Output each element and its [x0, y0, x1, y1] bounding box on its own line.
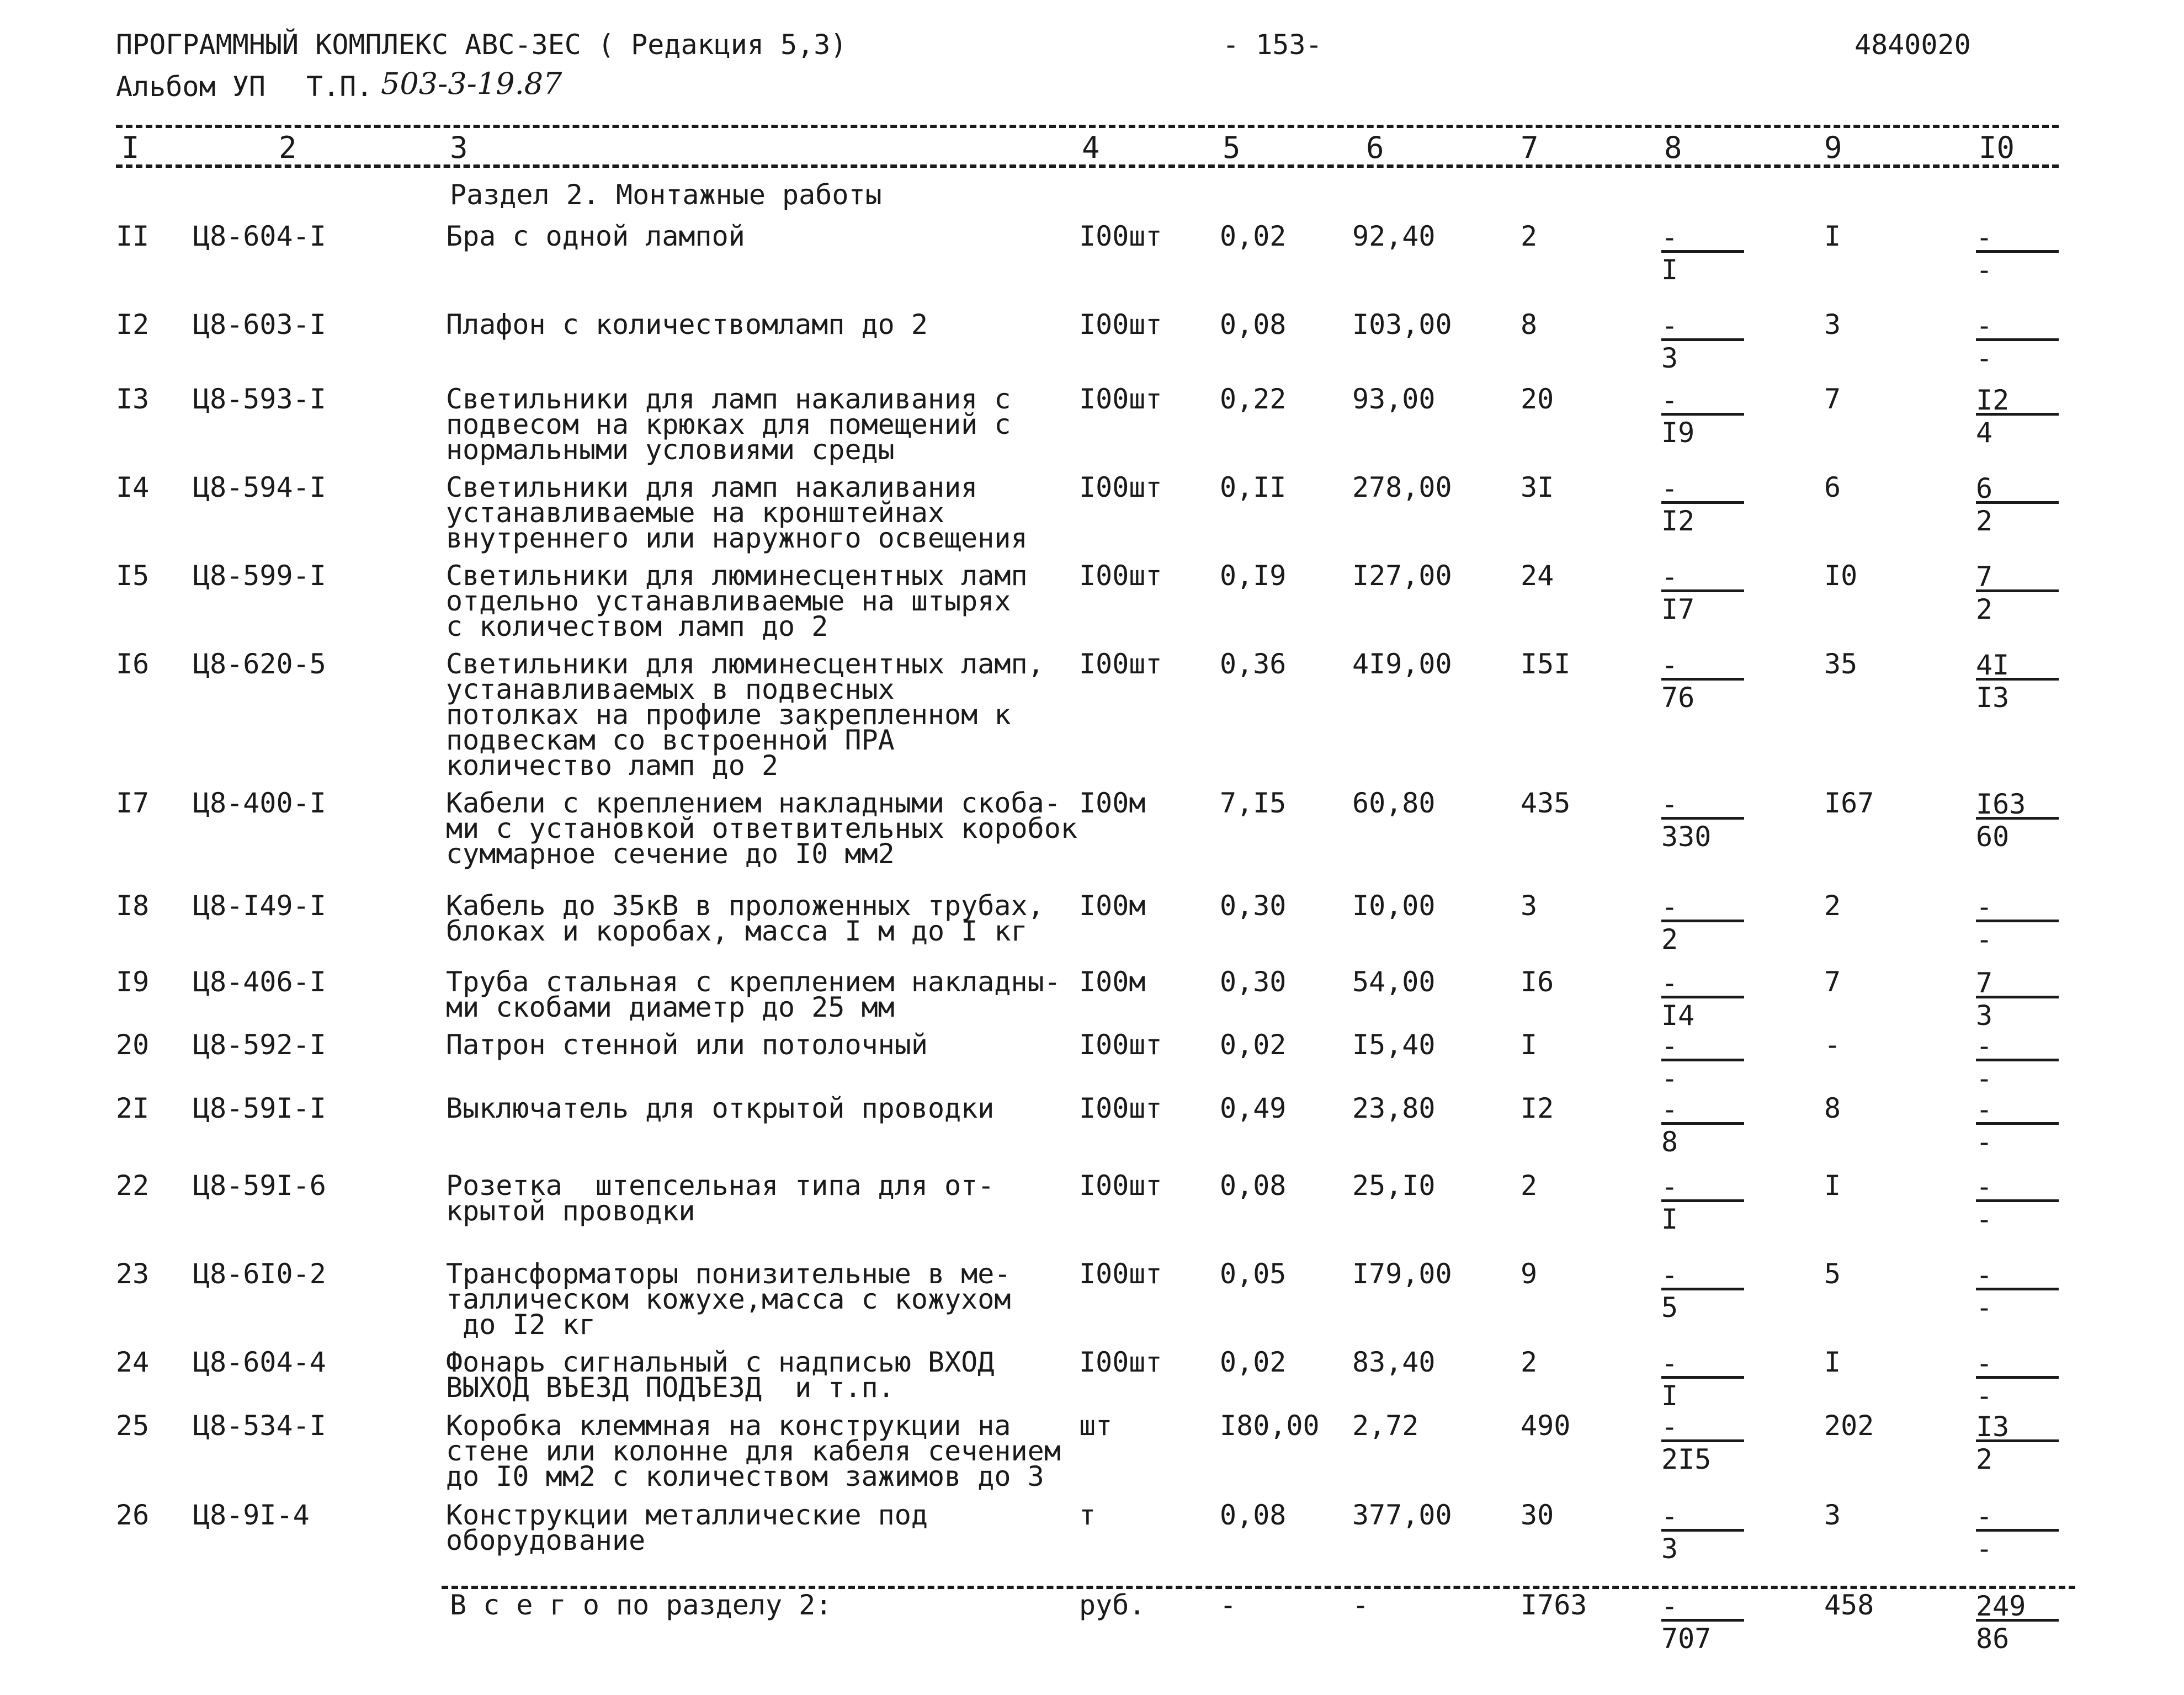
rate-code: Ц8-592-I [193, 1029, 326, 1061]
page-number: - 153- [1223, 29, 1322, 61]
column-header: I [121, 130, 140, 165]
rate-code: Ц8-406-I [193, 966, 326, 998]
col10-fraction-numerator: - [1976, 312, 2059, 341]
work-description: Розетка штепсельная типа для от- крытой проводки [446, 1170, 995, 1227]
col10-fraction [1976, 312, 2059, 372]
col10-fraction [1976, 967, 2059, 1032]
row-number: I2 [116, 309, 150, 341]
col10-fraction-denominator: 2 [1976, 1443, 1993, 1475]
col8-fraction-denominator: 3 [1661, 342, 1678, 374]
unit-price: 83,40 [1352, 1346, 1436, 1378]
rate-code: Ц8-534-I [193, 1410, 326, 1442]
column-header: 2 [279, 130, 297, 165]
row-number: 20 [116, 1029, 150, 1061]
unit: т [1079, 1499, 1096, 1531]
total-col10-fraction-numerator: 249 [1976, 1592, 2059, 1622]
work-description: Труба стальная с креплением накладны- ми скобами диаметр до 25 мм [446, 966, 1061, 1023]
col9-value: 3 [1824, 309, 1841, 341]
col9-value: 6 [1824, 471, 1841, 503]
rate-code: Ц8-9I-4 [193, 1499, 310, 1531]
total-unit: руб. [1079, 1589, 1146, 1621]
col10-fraction-numerator: I2 [1976, 386, 2059, 416]
col10-fraction-denominator: - [1976, 1380, 1993, 1412]
total-cost: 3 [1521, 890, 1538, 922]
row-number: I6 [116, 648, 150, 680]
unit: I00м [1079, 787, 1146, 819]
unit-price: 92,40 [1352, 220, 1436, 252]
col8-fraction-denominator: - [1661, 1062, 1678, 1094]
row-number: 24 [116, 1346, 150, 1378]
work-description: Плафон с количествомламп до 2 [446, 309, 928, 341]
quantity: 0,02 [1220, 1346, 1287, 1378]
rate-code: Ц8-6I0-2 [193, 1258, 326, 1290]
unit-price: 25,I0 [1352, 1170, 1436, 1202]
col10-fraction [1976, 1259, 2059, 1324]
col8-fraction-numerator: - [1661, 1261, 1744, 1290]
header-rule-bottom [116, 164, 2059, 168]
total-cost: I6 [1521, 966, 1554, 998]
quantity: 0,I9 [1220, 560, 1287, 592]
quantity: 0,02 [1220, 220, 1287, 252]
rate-code: Ц8-400-I [193, 787, 326, 819]
col8-fraction [1661, 1173, 1744, 1233]
rate-code: Ц8-620-5 [193, 648, 326, 680]
work-description: Коробка клеммная на конструкции на стене или колонне для кабеля сечением до I0 мм2 с количеством зажимов до 3 [446, 1410, 1061, 1492]
col9-value: 8 [1824, 1092, 1841, 1124]
quantity: 0,22 [1220, 383, 1287, 415]
total-cost: 2 [1521, 220, 1538, 252]
work-description: Бра с одной лампой [446, 220, 745, 252]
quantity: 0,30 [1220, 890, 1287, 922]
unit-price: I5,40 [1352, 1029, 1436, 1061]
col8-fraction [1661, 1349, 1744, 1410]
rate-code: Ц8-59I-6 [193, 1170, 326, 1202]
quantity: 0,08 [1220, 309, 1287, 341]
col8-fraction-numerator: - [1661, 224, 1744, 253]
rate-code: Ц8-604-4 [193, 1346, 326, 1378]
row-number: 25 [116, 1410, 150, 1442]
total-cost: 2 [1521, 1170, 1538, 1202]
col9-value: 7 [1824, 966, 1841, 998]
col10-fraction-numerator: - [1976, 1261, 2059, 1290]
column-header: 6 [1366, 130, 1384, 165]
column-header: 3 [450, 130, 468, 165]
column-header: I0 [1979, 130, 2015, 165]
unit-price: I0,00 [1352, 890, 1436, 922]
col10-fraction-numerator: - [1976, 1349, 2059, 1379]
total-cost: 24 [1521, 560, 1554, 592]
unit-price: 93,00 [1352, 383, 1436, 415]
total-col9-value: 458 [1824, 1589, 1874, 1621]
unit-price: 278,00 [1352, 471, 1452, 503]
section-title: Раздел 2. Монтажные работы [450, 179, 882, 211]
work-description: Трансформаторы понизительные в ме- таллическом кожухе,масса с кожухом до I2 кг [446, 1258, 1011, 1341]
rate-code: Ц8-594-I [193, 471, 326, 503]
col8-fraction-numerator: - [1661, 1096, 1744, 1125]
unit: шт [1079, 1410, 1113, 1442]
quantity: 0,30 [1220, 966, 1287, 998]
col8-fraction-denominator: 2 [1661, 923, 1678, 955]
work-description: Патрон стенной или потолочный [446, 1029, 928, 1061]
rate-code: Ц8-603-I [193, 309, 326, 341]
total-cost: 20 [1521, 383, 1554, 415]
work-description: Кабели с креплением накладными скоба- ми с установкой ответвительных коробок суммарное сечение до I0 мм2 [446, 787, 1077, 870]
col10-fraction-denominator: - [1976, 1062, 1993, 1094]
col8-fraction-numerator: - [1661, 475, 1744, 504]
work-description: Кабель до 35кВ в проложенных трубах, блоках и коробах, масса I м до I кг [446, 890, 1044, 947]
total-cost: I763 [1521, 1589, 1587, 1621]
col10-fraction-denominator: - [1976, 254, 1993, 286]
row-number: 23 [116, 1258, 150, 1290]
unit-price: 60,80 [1352, 787, 1436, 819]
col8-fraction [1661, 967, 1744, 1032]
tp-label: Т.П. [306, 71, 373, 103]
total-cost: 8 [1521, 309, 1538, 341]
quantity: 7,I5 [1220, 787, 1287, 819]
total-col10-fraction-denominator: 86 [1976, 1623, 2010, 1655]
rate-code: Ц8-599-I [193, 560, 326, 592]
col10-fraction-denominator: 3 [1976, 1000, 1993, 1032]
quantity: 0,II [1220, 471, 1287, 503]
col8-fraction-denominator: I [1661, 1380, 1678, 1412]
rate-code: Ц8-59I-I [193, 1092, 326, 1124]
quantity: 0,49 [1220, 1092, 1287, 1124]
total-cost: 435 [1521, 787, 1571, 819]
total-col8-fraction-numerator: - [1661, 1592, 1744, 1622]
col10-fraction-numerator: - [1976, 224, 2059, 253]
unit-price: 2,72 [1352, 1410, 1419, 1442]
col10-fraction [1976, 1349, 2059, 1410]
total-cost: 2 [1521, 1346, 1538, 1378]
col10-fraction [1976, 563, 2059, 623]
unit-price: 4I9,00 [1352, 648, 1452, 680]
col10-fraction [1976, 1413, 2059, 1473]
col9-value: 3 [1824, 1499, 1841, 1531]
col10-fraction [1976, 1032, 2059, 1092]
unit: I00шт [1079, 648, 1162, 680]
column-header: 4 [1082, 130, 1100, 165]
col8-fraction-denominator: I2 [1661, 505, 1695, 537]
col9-value: - [1824, 1029, 1841, 1061]
col10-fraction-numerator: I63 [1976, 790, 2059, 820]
total-col8-fraction [1661, 1592, 1744, 1653]
col10-fraction-denominator: - [1976, 342, 1993, 374]
unit: I00шт [1079, 309, 1162, 341]
col10-fraction [1976, 649, 2059, 714]
work-description: Светильники для люминесцентных ламп отдельно устанавливаемые на штырях с количеством ламп до 2 [446, 560, 1028, 642]
col8-fraction-denominator: I9 [1661, 417, 1695, 449]
unit-price: I27,00 [1352, 560, 1452, 592]
col9-value: I67 [1824, 787, 1874, 819]
col10-fraction-denominator: - [1976, 923, 1993, 955]
col10-fraction [1976, 1502, 2059, 1563]
program-title: ПРОГРАММНЫЙ КОМПЛЕКС АВС-ЗЕС ( Редакция 5,3) [116, 29, 847, 61]
col8-fraction [1661, 221, 1744, 286]
work-description: Светильники для ламп накаливания с подвесом на крюках для помещений с нормальными условиями среды [446, 383, 1011, 466]
row-number: I3 [116, 383, 150, 415]
row-number: I4 [116, 471, 150, 503]
album-label: Альбом УП [116, 71, 265, 103]
col10-fraction [1976, 472, 2059, 537]
unit-price: 377,00 [1352, 1499, 1452, 1531]
col8-fraction-denominator: I7 [1661, 593, 1695, 625]
row-number: I9 [116, 966, 150, 998]
total-cost: 490 [1521, 1410, 1571, 1442]
col8-fraction-numerator: - [1661, 969, 1744, 998]
column-header: 9 [1824, 130, 1842, 165]
col8-fraction-numerator: - [1661, 1173, 1744, 1202]
unit: I00шт [1079, 471, 1162, 503]
rate-code: Ц8-604-I [193, 220, 326, 252]
quantity: 0,08 [1220, 1170, 1287, 1202]
quantity: 0,02 [1220, 1029, 1287, 1061]
column-header: 7 [1521, 130, 1539, 165]
col10-fraction [1976, 893, 2059, 953]
col8-fraction-numerator: - [1661, 386, 1744, 416]
work-description: Светильники для люминесцентных ламп, устанавливаемых в подвесных потолках на профиле закрепленном к подвескам со встроенной ПРА количество ламп до 2 [446, 648, 1044, 782]
col8-fraction [1661, 1093, 1744, 1158]
col10-fraction [1976, 221, 2059, 286]
total-label: В с е г о по разделу 2: [450, 1589, 832, 1621]
column-header: 5 [1223, 130, 1241, 165]
col10-fraction-denominator: 2 [1976, 593, 1993, 625]
col10-fraction-denominator: - [1976, 1292, 1993, 1324]
col8-fraction [1661, 1502, 1744, 1563]
col8-fraction-denominator: 8 [1661, 1126, 1678, 1158]
unit-price: 23,80 [1352, 1092, 1436, 1124]
row-number: 26 [116, 1499, 150, 1531]
col8-fraction-denominator: 2I5 [1661, 1443, 1712, 1475]
unit: I00шт [1079, 383, 1162, 415]
row-number: II [116, 220, 150, 252]
col10-fraction [1976, 1093, 2059, 1158]
col9-value: I [1824, 220, 1841, 252]
col9-value: 35 [1824, 648, 1858, 680]
unit: I00шт [1079, 220, 1162, 252]
document-code: 4840020 [1854, 29, 1971, 61]
col8-fraction-denominator: 76 [1661, 682, 1695, 714]
rate-code: Ц8-I49-I [193, 890, 326, 922]
total-cost: I [1521, 1029, 1538, 1061]
total-cost: 3I [1521, 471, 1554, 503]
row-number: 22 [116, 1170, 150, 1202]
row-number: 2I [116, 1092, 150, 1124]
unit: I00шт [1079, 1258, 1162, 1290]
col10-fraction-numerator: 4I [1976, 651, 2059, 681]
total-cost: 9 [1521, 1258, 1538, 1290]
quantity: I80,00 [1220, 1410, 1320, 1442]
col10-fraction-numerator: 7 [1976, 563, 2059, 592]
col8-fraction [1661, 893, 1744, 953]
col10-fraction-numerator: - [1976, 1173, 2059, 1202]
col8-fraction-numerator: - [1661, 651, 1744, 681]
col10-fraction-numerator: 7 [1976, 969, 2059, 998]
quantity: 0,08 [1220, 1499, 1287, 1531]
col10-fraction-denominator: I3 [1976, 682, 2010, 714]
col9-value: 5 [1824, 1258, 1841, 1290]
work-description: Конструкции металлические под оборудование [446, 1499, 928, 1556]
tp-number: 503-3-19.87 [381, 66, 562, 101]
row-number: I8 [116, 890, 150, 922]
total-cost: I5I [1521, 648, 1571, 680]
col8-fraction-denominator: 3 [1661, 1533, 1678, 1565]
col10-fraction-numerator: I3 [1976, 1413, 2059, 1442]
col8-fraction [1661, 563, 1744, 623]
col10-fraction-numerator: - [1976, 1032, 2059, 1061]
col8-fraction-denominator: I4 [1661, 1000, 1695, 1032]
total-cost: I2 [1521, 1092, 1554, 1124]
unit: I00шт [1079, 1029, 1162, 1061]
col8-fraction-numerator: - [1661, 1502, 1744, 1532]
col8-fraction-numerator: - [1661, 563, 1744, 592]
rate-code: Ц8-593-I [193, 383, 326, 415]
col8-fraction [1661, 790, 1744, 851]
header-rule-top [116, 125, 2059, 128]
col8-fraction [1661, 472, 1744, 537]
total-cost: 30 [1521, 1499, 1554, 1531]
col8-fraction [1661, 1259, 1744, 1324]
col10-fraction-numerator: - [1976, 1502, 2059, 1532]
unit: I00шт [1079, 1092, 1162, 1124]
total-col10-fraction [1976, 1592, 2059, 1653]
col10-fraction-numerator: - [1976, 893, 2059, 922]
col8-fraction [1661, 649, 1744, 714]
col8-fraction [1661, 386, 1744, 447]
unit: I00шт [1079, 1346, 1162, 1378]
total-quantity: - [1220, 1589, 1237, 1621]
col9-value: 2 [1824, 890, 1841, 922]
col10-fraction-numerator: - [1976, 1096, 2059, 1125]
quantity: 0,05 [1220, 1258, 1287, 1290]
col8-fraction-denominator: 330 [1661, 821, 1712, 853]
col10-fraction-denominator: 4 [1976, 417, 1993, 449]
work-description: Выключатель для открытой проводки [446, 1092, 995, 1124]
col10-fraction-denominator: 2 [1976, 505, 1993, 537]
col10-fraction-denominator: 60 [1976, 821, 2010, 853]
col10-fraction [1976, 790, 2059, 851]
col10-fraction-numerator: 6 [1976, 475, 2059, 504]
unit-price: 54,00 [1352, 966, 1436, 998]
unit: I00шт [1079, 1170, 1162, 1202]
total-col8-fraction-denominator: 707 [1661, 1623, 1712, 1655]
total-price: - [1352, 1589, 1369, 1621]
col10-fraction-denominator: - [1976, 1533, 1993, 1565]
col9-value: 7 [1824, 383, 1841, 415]
col8-fraction-denominator: 5 [1661, 1292, 1678, 1324]
work-description: Светильники для ламп накаливания устанавливаемые на кронштейнах внутреннего или наружного освещения [446, 471, 1028, 554]
unit: I00м [1079, 890, 1146, 922]
unit-price: I79,00 [1352, 1258, 1452, 1290]
col8-fraction-numerator: - [1661, 312, 1744, 341]
col9-value: I0 [1824, 560, 1858, 592]
col8-fraction-denominator: I [1661, 254, 1678, 286]
col8-fraction [1661, 312, 1744, 372]
row-number: I7 [116, 787, 150, 819]
col10-fraction-denominator: - [1976, 1203, 1993, 1235]
col8-fraction-numerator: - [1661, 1032, 1744, 1061]
col10-fraction-denominator: - [1976, 1126, 1993, 1158]
col9-value: I [1824, 1346, 1841, 1378]
col9-value: 202 [1824, 1410, 1874, 1442]
col8-fraction-numerator: - [1661, 1349, 1744, 1379]
col9-value: I [1824, 1170, 1841, 1202]
quantity: 0,36 [1220, 648, 1287, 680]
col8-fraction [1661, 1032, 1744, 1092]
col8-fraction-numerator: - [1661, 1413, 1744, 1442]
row-number: I5 [116, 560, 150, 592]
col10-fraction [1976, 1173, 2059, 1233]
column-header: 8 [1664, 130, 1682, 165]
col10-fraction [1976, 386, 2059, 447]
unit: I00шт [1079, 560, 1162, 592]
col8-fraction [1661, 1413, 1744, 1473]
unit-price: I03,00 [1352, 309, 1452, 341]
col8-fraction-numerator: - [1661, 790, 1744, 820]
work-description: Фонарь сигнальный с надписью ВХОД ВЫХОД ВЪЕЗД ПОДЪЕЗД и т.п. [446, 1346, 995, 1404]
col8-fraction-numerator: - [1661, 893, 1744, 922]
col8-fraction-denominator: I [1661, 1203, 1678, 1235]
unit: I00м [1079, 966, 1146, 998]
